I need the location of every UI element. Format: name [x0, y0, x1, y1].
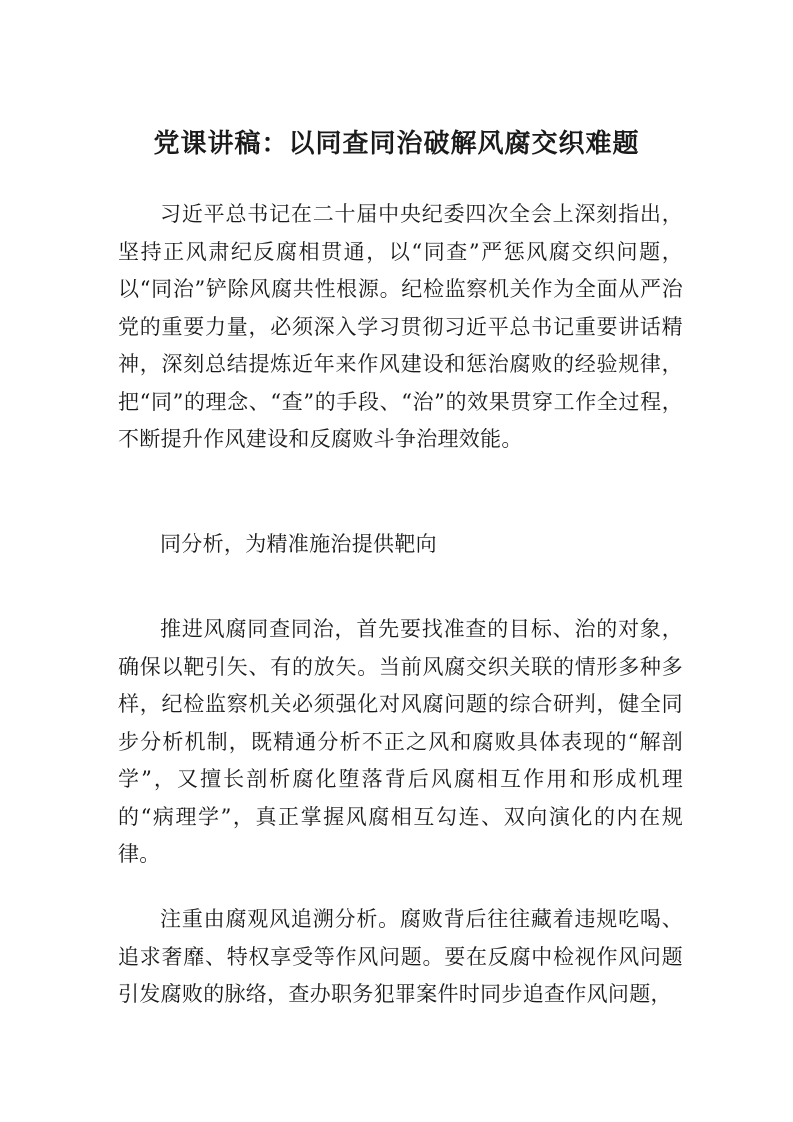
intro-paragraph: 习近平总书记在二十届中央纪委四次全会上深刻指出，坚持正风肃纪反腐相贯通，以“同查”严惩风腐交织问题，以“同治”铲除风腐共性根源。纪检监察机关作为全面从严治党的重要力量，必须深入学习贯彻习近平总书记重要讲话精神，深刻总结提炼近年来作风建设和惩治腐败的经验规律，把“同”的理念、“查”的手段、“治”的效果贯穿工作全过程，不断提升作风建设和反腐败斗争治理效能。 [118, 202, 683, 451]
section-heading: 同分析，为精准施治提供靶向 [160, 532, 437, 556]
document-title: 党课讲稿：以同查同治破解风腐交织难题 [153, 129, 640, 159]
section-point-paragraph: 注重由腐观风追溯分析。腐败背后往往藏着违规吃喝、追求奢靡、特权享受等作风问题。要在反腐中检视作风问题引发腐败的脉络，查办职务犯罪案件时同步追查作风问题， [118, 907, 683, 1006]
section-body-paragraph: 推进风腐同查同治，首先要找准查的目标、治的对象，确保以靶引矢、有的放矢。当前风腐交织关联的情形多种多样，纪检监察机关必须强化对风腐问题的综合研判，健全同步分析机制，既精通分析不正之风和腐败具体表现的“解剖学”，又擅长剖析腐化堕落背后风腐相互作用和形成机理的“病理学”，真正掌握风腐相互勾连、双向演化的内在规律。 [118, 617, 683, 866]
